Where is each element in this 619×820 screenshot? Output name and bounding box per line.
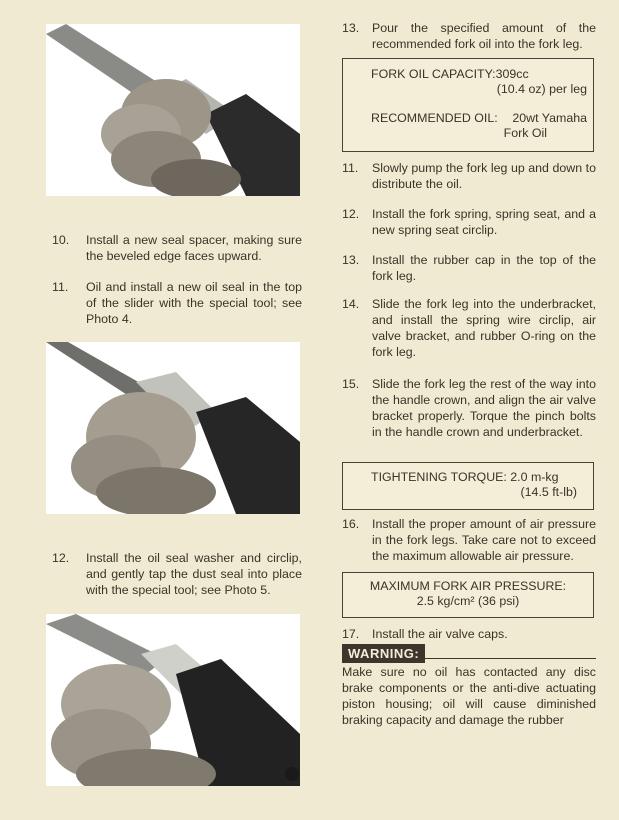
torque-label: TIGHTENING TORQUE: 2.0 m-kg [371, 470, 559, 484]
oil-capacity-sub: (10.4 oz) per leg [496, 82, 587, 96]
step-12-fork-spring [342, 206, 596, 238]
step-number: 13. [342, 21, 360, 35]
warning-text: Make sure no oil has contacted any disc brake components or the anti-dive actuating piston housing; oil will cause diminished braking capacity and damage the rubber [342, 665, 596, 727]
step-16-air-pressure [342, 516, 596, 564]
torque-sub: (14.5 ft-lb) [520, 485, 577, 499]
step-number: 11. [52, 280, 69, 294]
step-text: Install the oil seal washer and circlip, and gently tap the dust seal into place with the special tool; see Photo 5. [86, 551, 302, 597]
recommended-oil-sub: Fork Oil [503, 126, 547, 140]
step-text: Slide the fork leg into the underbracket, and install the spring wire circlip, air valve bracket, and rubber O-ring on the fork leg. [372, 297, 596, 359]
fork-oil-spec-box [342, 58, 594, 152]
air-pressure-label: MAXIMUM FORK AIR PRESSURE: [369, 579, 567, 593]
step-text: Install a new seal spacer, making sure the beveled edge faces upward. [86, 233, 302, 263]
step-number: 14. [342, 297, 360, 311]
max-air-pressure-box [342, 572, 594, 618]
oil-capacity-label: FORK OIL CAPACITY: [371, 67, 496, 81]
step-number: 10. [52, 233, 70, 247]
step-text: Install the proper amount of air pressure in the fork legs. Take care not to exceed the maximum allowable air pressure. [372, 517, 596, 563]
step-number: 16. [342, 517, 360, 531]
step-text: Oil and install a new oil seal in the top of the slider with the special tool; see Photo 4. [86, 280, 302, 326]
step-10 [52, 232, 302, 264]
step-12 [52, 550, 302, 598]
step-number: 11. [342, 161, 359, 175]
step-number: 12. [342, 207, 360, 221]
step-text: Install the air valve caps. [372, 627, 508, 641]
step-number: 15. [342, 377, 360, 391]
step-11 [52, 279, 302, 327]
step-text: Install the rubber cap in the top of the fork leg. [372, 253, 596, 283]
recommended-oil-label: RECOMMENDED OIL: [371, 111, 498, 125]
recommended-oil-value: 20wt Yamaha [512, 111, 587, 125]
step-number: 17. [342, 627, 360, 641]
step-text: Pour the specified amount of the recommended fork oil into the fork leg. [372, 21, 596, 51]
step-17-air-valve-caps [342, 626, 596, 642]
air-pressure-sub: 2.5 kg/cm² (36 psi) [416, 594, 520, 608]
tightening-torque-box [342, 462, 594, 510]
recommended-oil-line [371, 111, 587, 126]
step-text: Install the fork spring, spring seat, and a new spring seat circlip. [372, 207, 596, 237]
photo-1-install-seal-spacer [46, 24, 300, 196]
step-14-underbracket [342, 296, 596, 360]
oil-capacity-line [371, 67, 587, 82]
photo-5-install-dust-seal [46, 614, 300, 786]
step-11-pump-fork [342, 160, 596, 192]
step-text: Slide the fork leg the rest of the way into the handle crown, and align the air valve bracket properly. Torque the pinch bolts in the handle crown and underbracket. [372, 377, 596, 439]
oil-capacity-value: 309cc [495, 67, 529, 81]
photo-4-install-oil-seal [46, 342, 300, 514]
step-13-rubber-cap [342, 252, 596, 284]
step-15-handle-crown [342, 376, 596, 440]
step-13-pour-oil [342, 20, 596, 52]
warning-rule [424, 658, 596, 659]
step-text: Slowly pump the fork leg up and down to distribute the oil. [372, 161, 596, 191]
warning-badge: WARNING: [342, 644, 425, 663]
step-number: 13. [342, 253, 360, 267]
step-number: 12. [52, 551, 70, 565]
